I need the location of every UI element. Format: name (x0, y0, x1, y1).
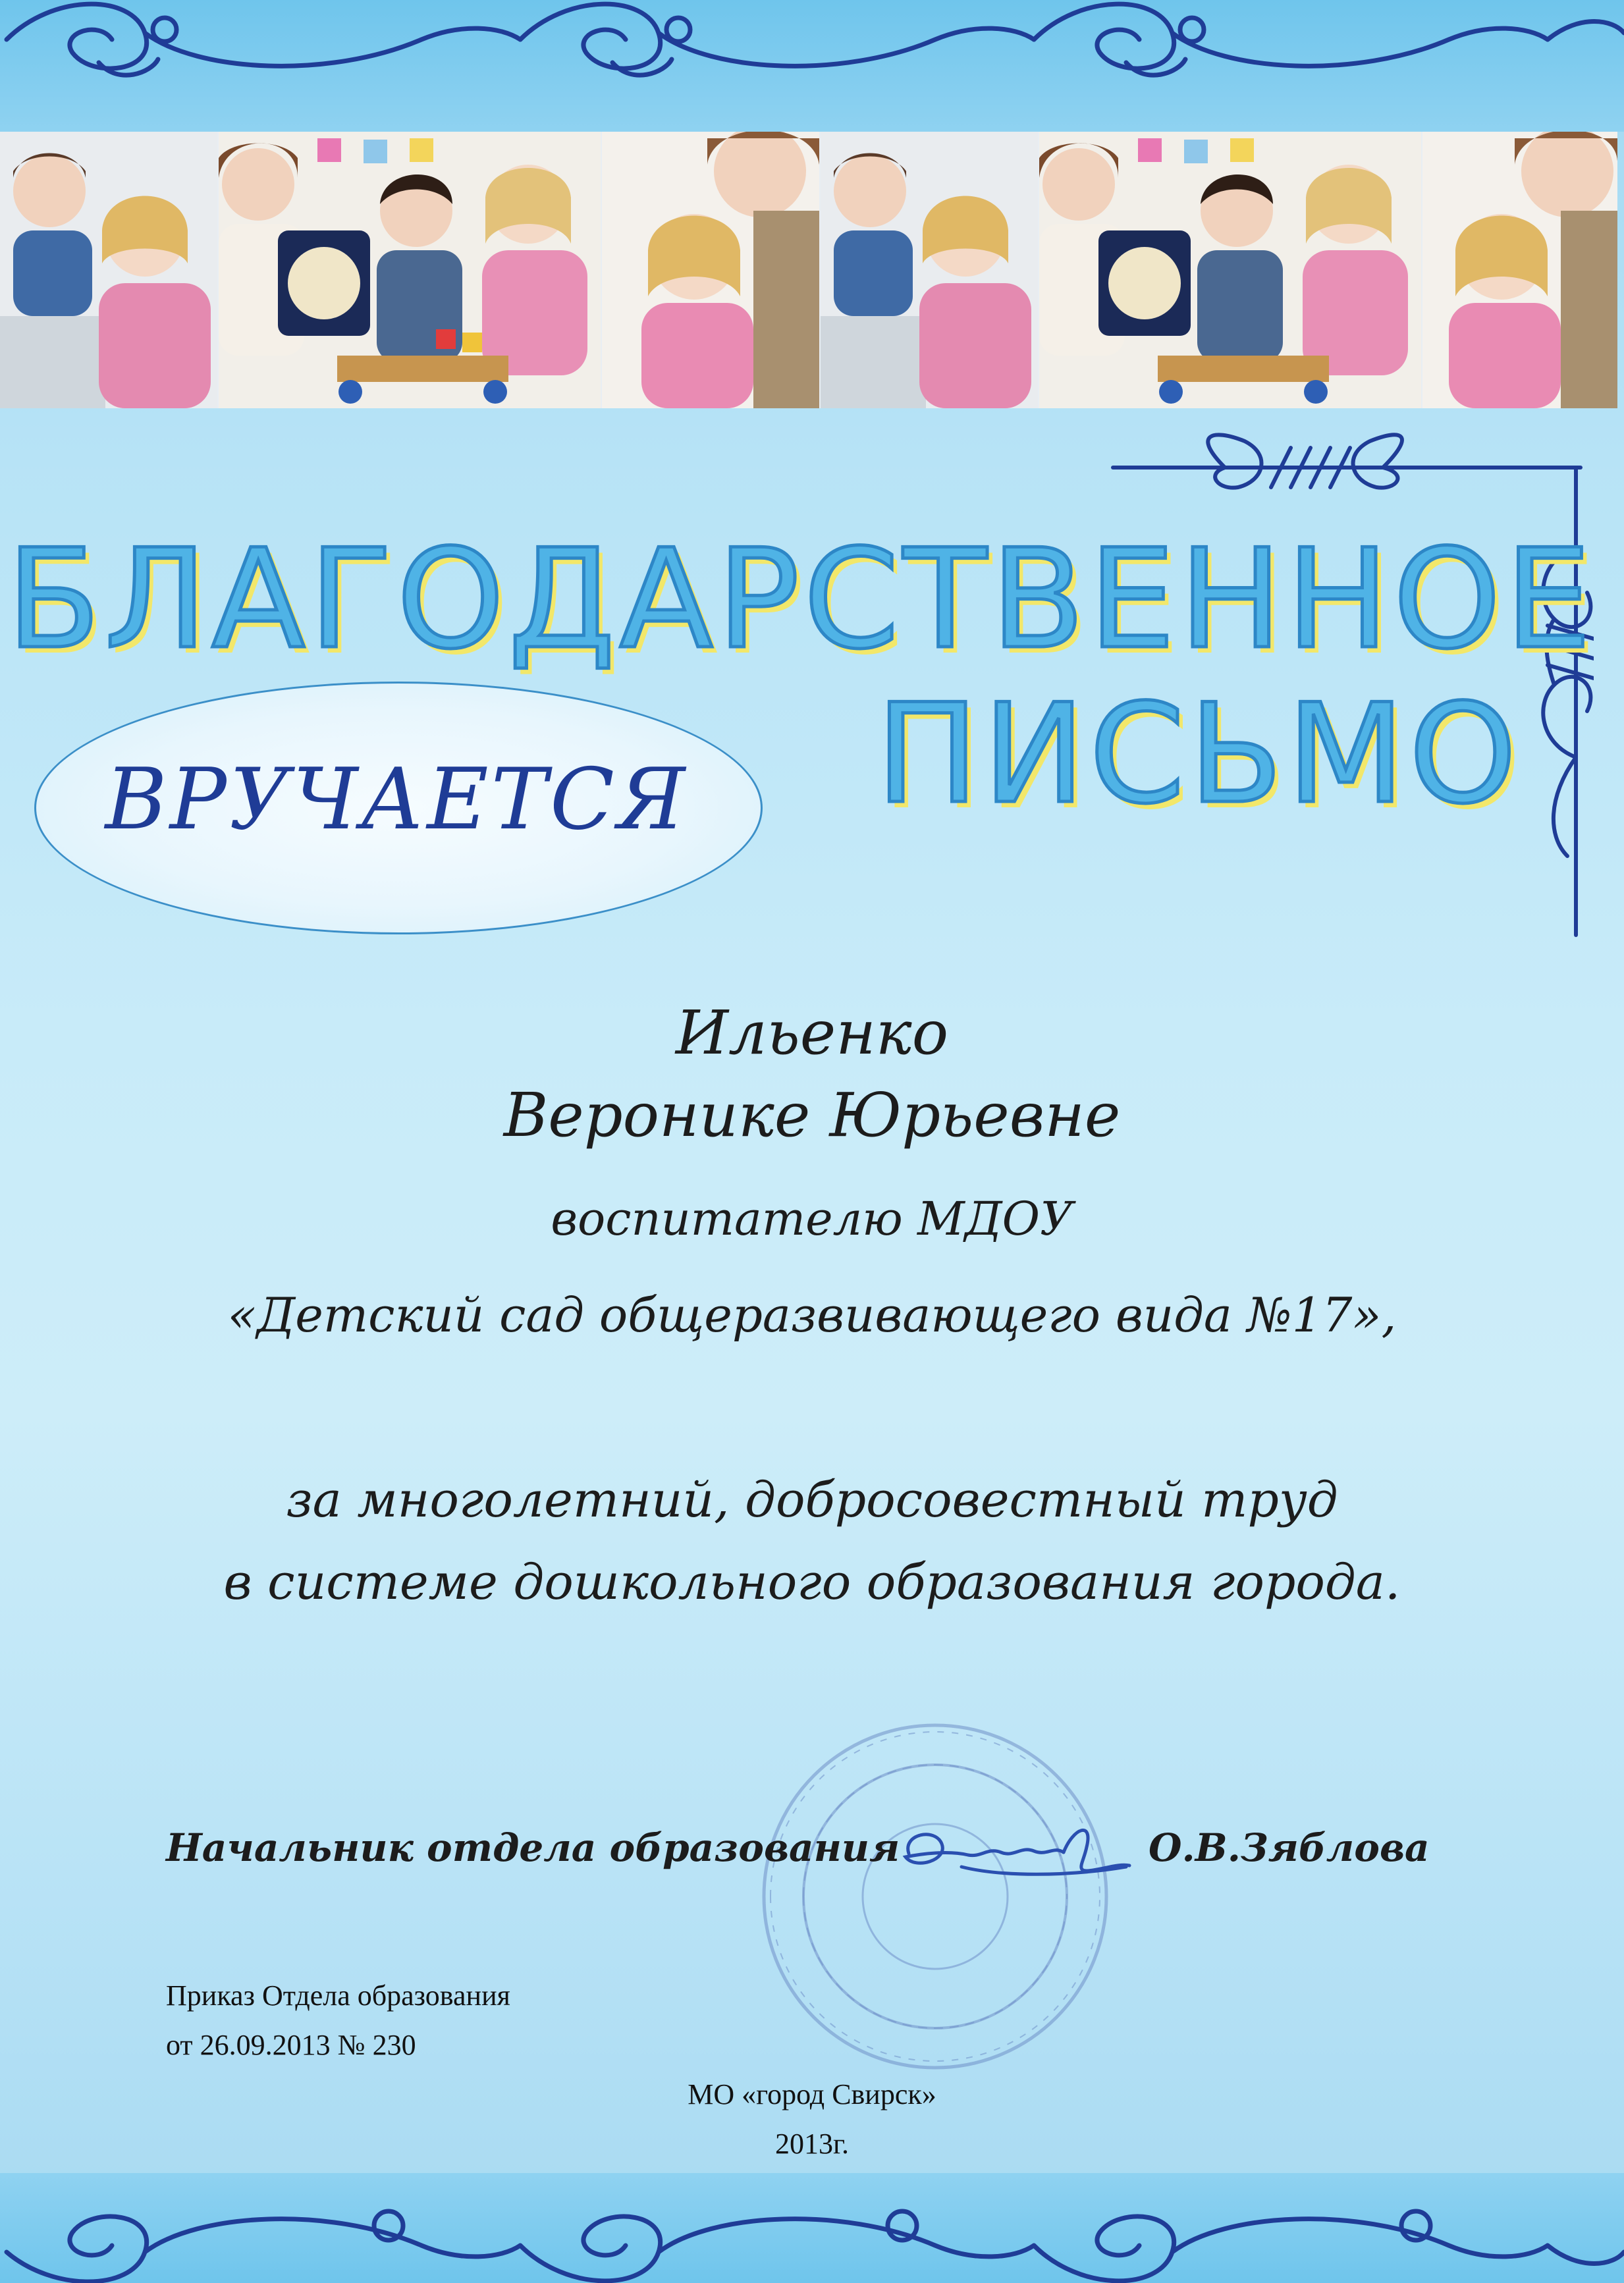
signatory-name: О.В.Зяблова (1149, 1825, 1430, 1870)
photo-children-computer-2 (821, 132, 1039, 408)
recipient-given-names: Веронике Юрьевне (503, 1080, 1121, 1150)
handwritten-signature-icon (896, 1814, 1133, 1887)
document-title-line-1: БЛАГОДАРСТВЕННОЕ (7, 520, 1596, 680)
order-reference-line-2: от 26.09.2013 № 230 (166, 2029, 416, 2061)
photo-teacher-children-2 (1039, 132, 1422, 408)
photo-children-computer (0, 132, 219, 408)
municipality: МО «город Свирск» (688, 2078, 936, 2110)
document-year: 2013г. (774, 2128, 850, 2160)
recipient-position: воспитателю МДОУ (551, 1192, 1073, 1246)
round-seal-stamp-icon (744, 1712, 1126, 2081)
presented-label: ВРУЧАЕТСЯ (105, 751, 688, 849)
flourish-ornament-icon (0, 2173, 1624, 2283)
photo-teacher-children (219, 132, 602, 408)
reason-line-1: за многолетний, добросовестный труд (286, 1472, 1338, 1528)
flourish-ornament-icon (0, 0, 1624, 132)
document-title-line-2: ПИСЬМО (876, 675, 1521, 834)
order-reference-line-1: Приказ Отдела образования (166, 1979, 510, 2012)
photo-strip (0, 132, 1624, 408)
recipient-organization: «Детский сад общеразвивающего вида №17», (227, 1287, 1397, 1343)
reason-line-2: в системе дошкольного образования города. (223, 1554, 1401, 1611)
photo-teacher-girl (602, 132, 821, 408)
photo-teacher-girl-2 (1422, 132, 1617, 408)
signatory-title: Начальник отдела образования (166, 1825, 900, 1870)
bottom-ornament-band (0, 2173, 1624, 2283)
recipient-surname: Ильенко (675, 998, 949, 1068)
top-ornament-band (0, 0, 1624, 132)
